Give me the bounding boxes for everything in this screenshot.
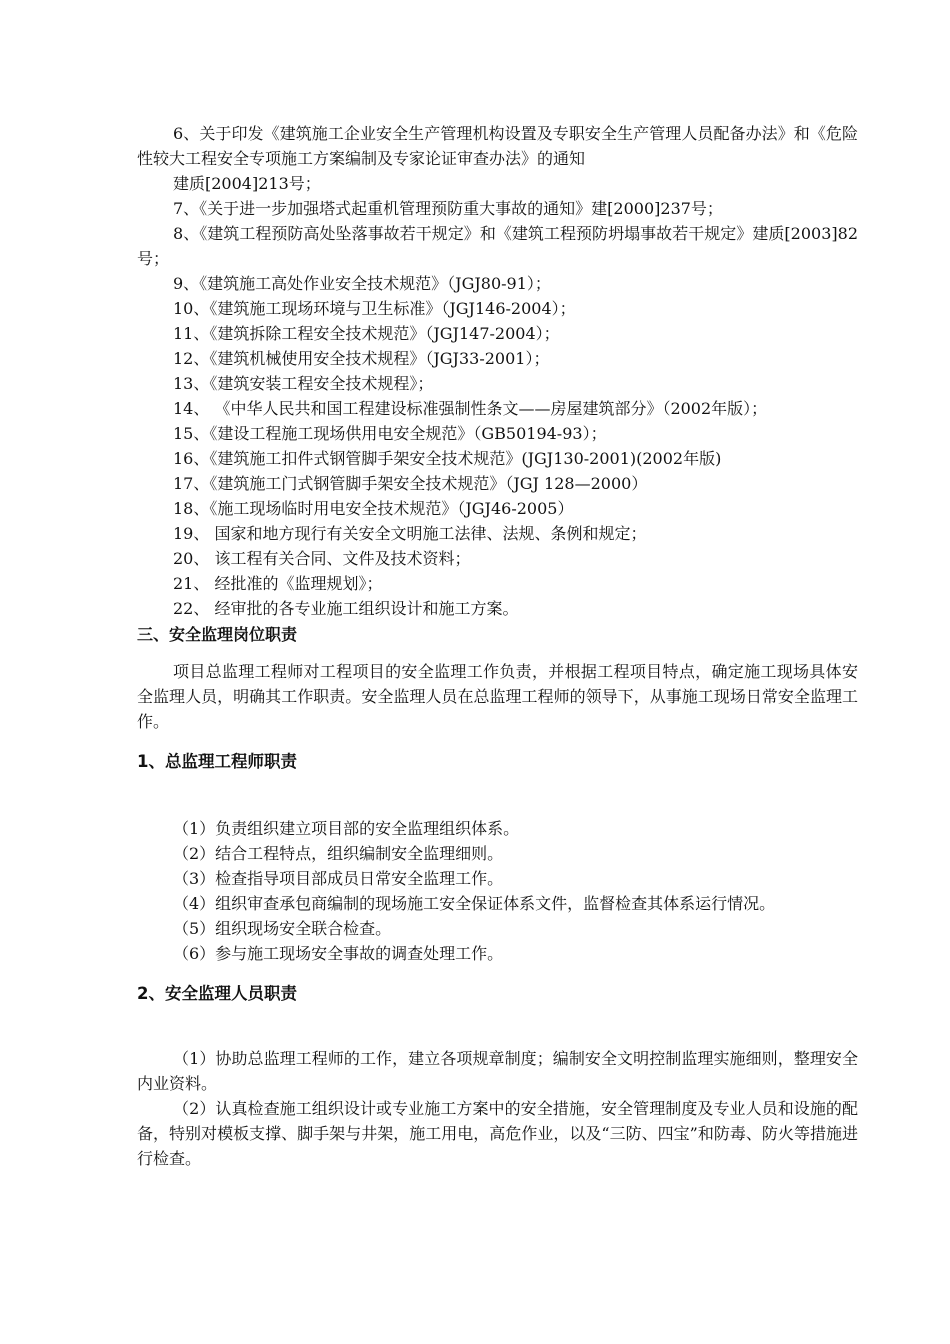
basis-item-20: 20、 该工程有关合同、文件及技术资料； bbox=[173, 549, 471, 568]
basis-item-6: 6、关于印发《建筑施工企业安全生产管理机构设置及专职安全生产管理人员配备办法》和《危险性较大工程安全专项施工方案编制及专家论证审查办法》的通知 bbox=[137, 124, 858, 168]
chief-duty-item: （3）检查指导项目部成员日常安全监理工作。 bbox=[173, 869, 504, 888]
basis-item-7: 7、《关于进一步加强塔式起重机管理预防重大事故的通知》建[2000]237号； bbox=[173, 199, 723, 218]
basis-item-12: 12、《建筑机械使用安全技术规程》（JGJ33-2001）； bbox=[173, 349, 550, 368]
basis-item-16: 16、《建筑施工扣件式钢管脚手架安全技术规范》(JGJ130-2001)(2002年版) bbox=[173, 449, 722, 468]
basis-item-6-ref: 建质[2004]213号； bbox=[173, 174, 321, 193]
basis-item-22: 22、 经审批的各专业施工组织设计和施工方案。 bbox=[173, 599, 519, 618]
basis-item-13: 13、《建筑安装工程安全技术规程》； bbox=[173, 374, 434, 393]
basis-item-17: 17、《建筑施工门式钢管脚手架安全技术规范》（JGJ 128—2000） bbox=[173, 474, 648, 493]
staff-duty-item: （1）协助总监理工程师的工作，建立各项规章制度；编制安全文明控制监理实施细则，整理安全内业资料。 bbox=[137, 1049, 858, 1093]
section-heading: 三、安全监理岗位职责 bbox=[137, 625, 298, 644]
chief-duty-item: （5）组织现场安全联合检查。 bbox=[173, 919, 392, 938]
basis-item-11: 11、《建筑拆除工程安全技术规范》（JGJ147-2004）； bbox=[173, 324, 560, 343]
basis-item-18: 18、《施工现场临时用电安全技术规范》（JGJ46-2005） bbox=[173, 499, 574, 518]
staff-duty-item: （2）认真检查施工组织设计或专业施工方案中的安全措施，安全管理制度及专业人员和设施的配备，特别对模板支撑、脚手架与井架，施工用电，高危作业，以及“三防、四宝”和防毒、防火等措施进行检查。 bbox=[137, 1099, 858, 1168]
chief-duty-item: （6）参与施工现场安全事故的调查处理工作。 bbox=[173, 944, 504, 963]
chief-duty-item: （2）结合工程特点，组织编制安全监理细则。 bbox=[173, 844, 504, 863]
basis-item-9: 9、《建筑施工高处作业安全技术规范》（JGJ80-91）； bbox=[173, 274, 551, 293]
section-intro: 项目总监理工程师对工程项目的安全监理工作负责，并根据工程项目特点，确定施工现场具体安全监理人员，明确其工作职责。安全监理人员在总监理工程师的领导下，从事施工现场日常安全监理工作。 bbox=[137, 662, 858, 731]
safety-staff-heading: 2、安全监理人员职责 bbox=[137, 984, 297, 1003]
basis-item-8: 8、《建筑工程预防高处坠落事故若干规定》和《建筑工程预防坍塌事故若干规定》建质[2003]82号； bbox=[137, 224, 858, 268]
basis-item-21: 21、 经批准的《监理规划》； bbox=[173, 574, 383, 593]
basis-item-14: 14、 《中华人民共和国工程建设标准强制性条文——房屋建筑部分》（2002年版）； bbox=[173, 399, 768, 418]
basis-item-19: 19、 国家和地方现行有关安全文明施工法律、法规、条例和规定； bbox=[173, 524, 647, 543]
chief-duty-item: （4）组织审查承包商编制的现场施工安全保证体系文件，监督检查其体系运行情况。 bbox=[173, 894, 776, 913]
basis-item-10: 10、《建筑施工现场环境与卫生标准》（JGJ146-2004）； bbox=[173, 299, 576, 318]
chief-duty-item: （1）负责组织建立项目部的安全监理组织体系。 bbox=[173, 819, 520, 838]
basis-item-15: 15、《建设工程施工现场供用电安全规范》（GB50194-93）； bbox=[173, 424, 607, 443]
chief-supervisor-heading: 1、总监理工程师职责 bbox=[137, 752, 297, 771]
